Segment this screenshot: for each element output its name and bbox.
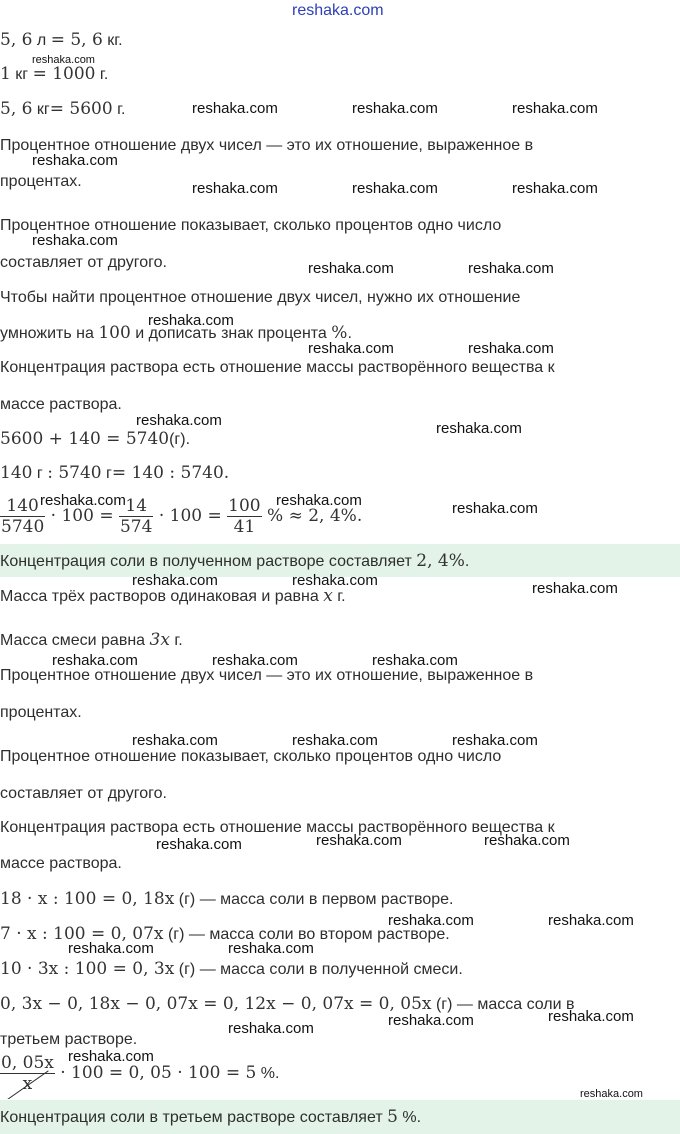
math: = 140 : 5740.	[111, 463, 230, 483]
equation-salt-first	[0, 889, 453, 909]
paragraph-line: Процентное отношение двух чисел — это их отношение, выраженное в	[0, 667, 534, 684]
watermark: reshaka.com	[468, 340, 554, 357]
math: 0, 3x − 0, 18x − 0, 07x = 0, 12x − 0, 07x = 0, 05x	[0, 994, 432, 1014]
math: 10 · 3x : 100 = 0, 3x	[0, 959, 175, 979]
text: %.	[397, 1109, 422, 1126]
equation-salt-third	[0, 994, 575, 1014]
denominator: 41	[233, 517, 256, 537]
watermark: reshaka.com	[32, 54, 95, 66]
watermark: reshaka.com	[452, 500, 538, 517]
math: · 100 =	[50, 506, 114, 526]
watermark: reshaka.com	[308, 340, 394, 357]
paragraph-line: массе раствора.	[0, 855, 122, 872]
math: 140	[0, 463, 33, 483]
numerator: 100	[228, 496, 261, 516]
math: x	[323, 586, 333, 606]
watermark: reshaka.com	[316, 832, 402, 849]
math: %	[331, 323, 348, 343]
fraction	[0, 1053, 55, 1094]
watermark-top[interactable]: reshaka.com	[292, 2, 384, 19]
watermark: reshaka.com	[228, 940, 314, 957]
math: : 5740	[47, 463, 102, 483]
paragraph-line: Процентное отношение двух чисел — это их отношение, выраженное в	[0, 137, 534, 154]
paragraph-line: процентах.	[0, 173, 82, 190]
line-kg-to-g	[0, 64, 108, 84]
text: Масса трёх растворов одинаковая и равна	[0, 588, 324, 605]
text: и дописать знак процента	[130, 325, 332, 342]
watermark: reshaka.com	[132, 572, 218, 589]
line-mixture-mass	[0, 630, 183, 650]
numerator: 0, 05x	[1, 1053, 54, 1073]
watermark: reshaka.com	[68, 940, 154, 957]
math: 2, 4%	[416, 551, 465, 571]
math: 3x	[149, 630, 170, 650]
watermark: reshaka.com	[68, 1048, 154, 1065]
text: г.	[332, 588, 346, 605]
watermark: reshaka.com	[192, 100, 278, 117]
watermark: reshaka.com	[308, 260, 394, 277]
equation-ratio	[0, 463, 229, 483]
watermark: reshaka.com	[228, 1020, 314, 1037]
watermark: reshaka.com	[388, 912, 474, 929]
unit: г	[32, 465, 48, 482]
text: .	[464, 553, 470, 570]
watermark: reshaka.com	[468, 260, 554, 277]
watermark: reshaka.com	[436, 420, 522, 437]
denominator: 5740	[1, 517, 45, 537]
unit: кг	[10, 66, 33, 83]
watermark: reshaka.com	[132, 732, 218, 749]
math: = 5, 6	[50, 30, 103, 50]
text: (г) — масса соли в	[431, 996, 575, 1013]
math: 5, 6	[0, 99, 33, 119]
math: 18 · x : 100 = 0, 18x	[0, 889, 175, 909]
math: 1	[0, 64, 11, 84]
watermark: reshaka.com	[532, 580, 618, 597]
watermark: reshaka.com	[352, 100, 438, 117]
text: .	[347, 325, 352, 342]
watermark: reshaka.com	[292, 572, 378, 589]
math: % ≈ 2, 4%.	[267, 506, 363, 526]
numerator: 140	[6, 496, 39, 516]
math: = 5600	[49, 99, 113, 119]
watermark: reshaka.com	[372, 652, 458, 669]
watermark: reshaka.com	[40, 492, 126, 509]
equation-total-mass	[0, 429, 190, 449]
watermark: reshaka.com	[512, 100, 598, 117]
text: Концентрация соли в полученном растворе составляет	[0, 553, 417, 570]
watermark: reshaka.com	[32, 152, 118, 169]
line-liters-to-kg	[0, 30, 123, 50]
answer-1	[0, 551, 469, 571]
watermark: reshaka.com	[388, 1012, 474, 1029]
math: 5	[387, 1107, 398, 1127]
watermark: reshaka.com	[32, 232, 118, 249]
watermark: reshaka.com	[52, 652, 138, 669]
fraction	[227, 496, 261, 537]
text: (г) — масса соли в первом растворе.	[174, 891, 454, 908]
unit: кг.	[102, 32, 123, 49]
watermark: reshaka.com	[192, 180, 278, 197]
watermark: reshaka.com	[292, 732, 378, 749]
unit: г.	[112, 101, 126, 118]
paragraph-line: Концентрация раствора есть отношение массы растворённого вещества к	[0, 819, 555, 836]
text: Концентрация соли в третьем растворе составляет	[0, 1109, 388, 1126]
denominator: x	[0, 1074, 55, 1094]
watermark: reshaka.com	[452, 732, 538, 749]
math: 100	[98, 323, 131, 343]
text: (г) — масса соли во втором растворе.	[163, 926, 450, 943]
watermark: reshaka.com	[580, 1088, 643, 1100]
unit: г.	[95, 66, 109, 83]
line-5600g	[0, 99, 125, 119]
math: · 100 = 0, 05 · 100 = 5	[60, 1063, 257, 1083]
paragraph-line: Концентрация раствора есть отношение массы растворённого вещества к	[0, 359, 555, 376]
text: Масса смеси равна	[0, 632, 150, 649]
paragraph-line: третьем растворе.	[0, 1031, 138, 1048]
equation-salt-mixture	[0, 959, 463, 979]
watermark: reshaka.com	[156, 836, 242, 853]
paragraph-line: составляет от другого.	[0, 785, 167, 802]
watermark: reshaka.com	[484, 832, 570, 849]
watermark: reshaka.com	[548, 912, 634, 929]
answer-2	[0, 1107, 421, 1127]
numerator: 14	[125, 496, 148, 516]
text: (г) — масса соли в полученной смеси.	[174, 961, 463, 978]
denominator: 574	[119, 517, 153, 537]
math: 7 · x : 100 = 0, 07x	[0, 924, 164, 944]
watermark: reshaka.com	[352, 180, 438, 197]
watermark: reshaka.com	[548, 1008, 634, 1025]
math: 5, 6	[0, 30, 33, 50]
unit: г	[101, 465, 112, 482]
watermark: reshaka.com	[512, 180, 598, 197]
paragraph-line: Процентное отношение показывает, сколько процентов одно число	[0, 748, 502, 765]
fraction	[0, 496, 45, 537]
unit: л	[32, 32, 51, 49]
paragraph-line: Чтобы найти процентное отношение двух чисел, нужно их отношение	[0, 289, 521, 306]
paragraph-line: массе раствора.	[0, 396, 122, 413]
unit: кг	[32, 101, 50, 118]
watermark: reshaka.com	[276, 492, 362, 509]
watermark: reshaka.com	[212, 652, 298, 669]
watermark: reshaka.com	[148, 312, 234, 329]
math: · 100 =	[158, 506, 222, 526]
unit: (г).	[169, 431, 191, 448]
paragraph-line: составляет от другого.	[0, 254, 167, 271]
text: умножить на	[0, 325, 99, 342]
text: %.	[256, 1065, 280, 1082]
paragraph-line: процентах.	[0, 704, 82, 721]
math: 5600 + 140 = 5740	[0, 429, 170, 449]
paragraph-line: Процентное отношение показывает, сколько процентов одно число	[0, 217, 502, 234]
watermark: reshaka.com	[136, 412, 222, 429]
line-masses	[0, 586, 346, 606]
math: = 1000	[32, 64, 96, 84]
text: г.	[169, 632, 183, 649]
